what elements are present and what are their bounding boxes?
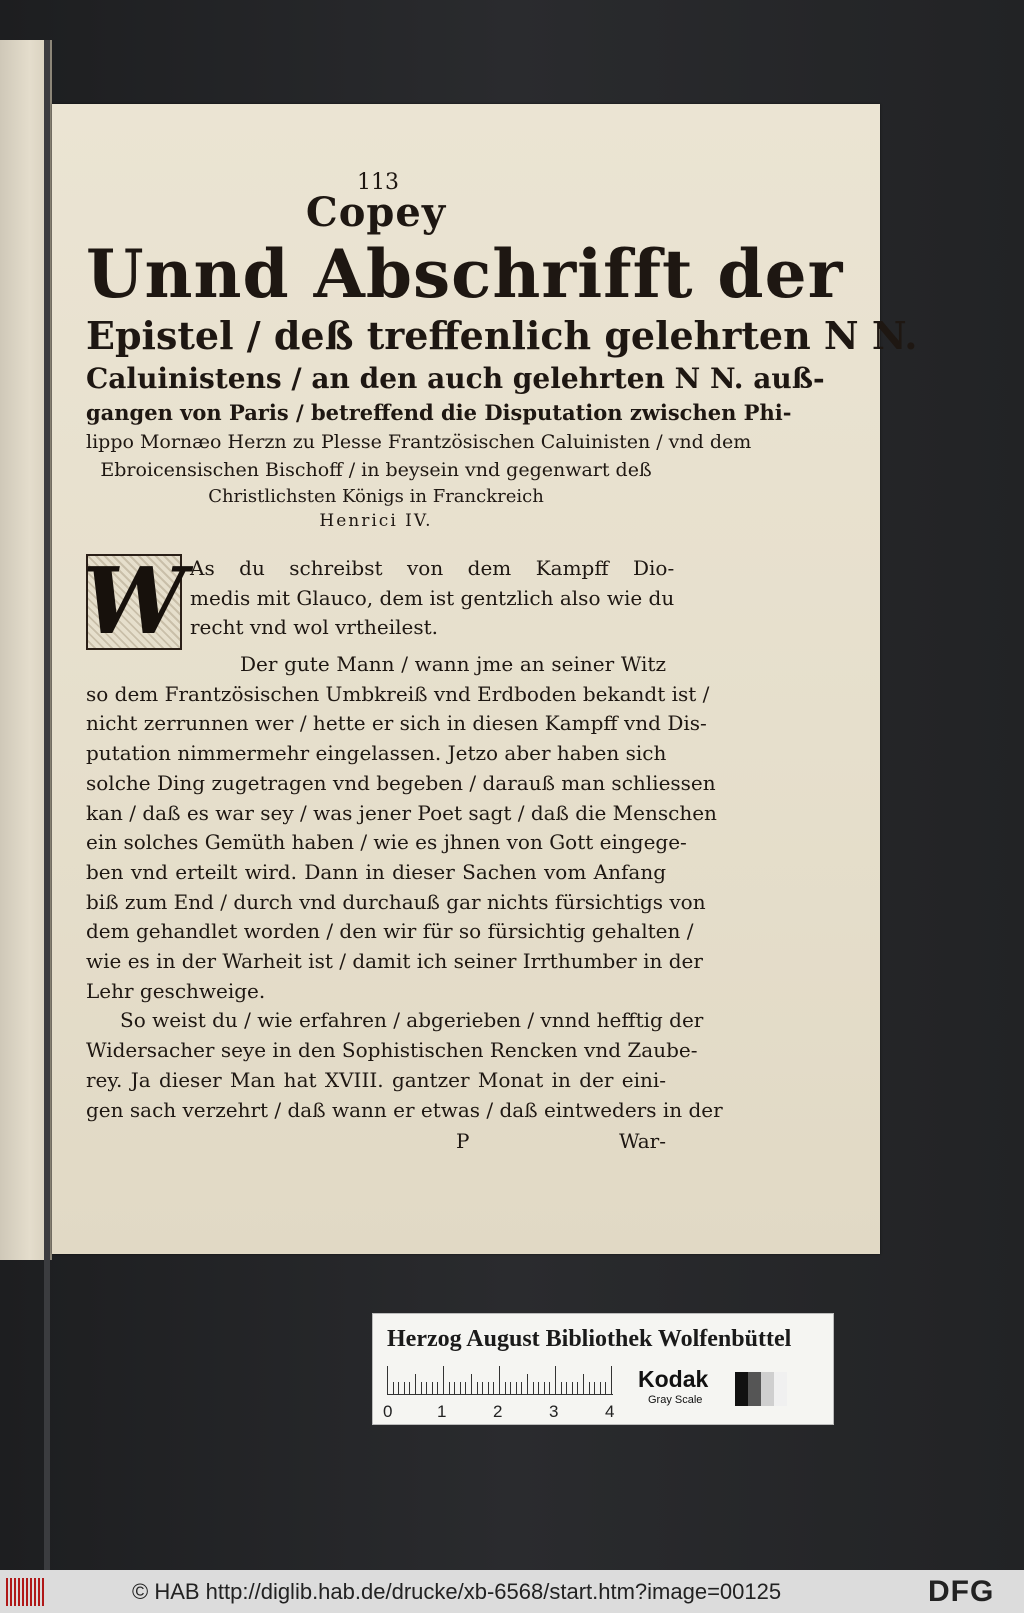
text-line: Widersacher seye in den Sophistischen Rencken vnd Zaube- <box>86 1038 698 1063</box>
ruler-tick <box>572 1382 573 1394</box>
ruler-tick <box>398 1382 399 1394</box>
gray-swatch-dark <box>748 1372 761 1406</box>
ruler-tick <box>387 1366 388 1394</box>
ruler-tick <box>471 1374 472 1394</box>
ruler-tick <box>432 1382 433 1394</box>
kodak-brand: Kodak <box>638 1366 709 1392</box>
title-line-1: Copey <box>305 189 447 236</box>
text-line: rey. Ja dieser Man hat XVIII. gantzer Monat in der eini- <box>86 1067 666 1092</box>
ruler-tick <box>555 1366 556 1394</box>
text-line: ben vnd erteilt wird. Dann in dieser Sachen vom Anfang <box>86 859 666 884</box>
ruler-tick <box>443 1366 444 1394</box>
title-line-3: Epistel / deß treffenlich gelehrten N N. <box>86 313 918 358</box>
ruler-tick <box>605 1382 606 1394</box>
ruler-number: 2 <box>493 1402 503 1421</box>
page-footer-marks <box>86 1127 666 1157</box>
text-line: As du schreibst von dem Kampff Dio- <box>190 556 675 580</box>
title-line-4: Caluinistens / an den auch gelehrten N N. auß- <box>86 362 825 395</box>
opening-lines <box>190 554 674 650</box>
footer-bar <box>0 1570 1024 1613</box>
ruler-tick <box>521 1382 522 1394</box>
ruler-tick <box>437 1382 438 1394</box>
title-line-7: Ebroicensischen Bischoff / in beysein vnd gegenwart deß <box>100 459 652 481</box>
ruler-tick <box>533 1382 534 1394</box>
text-line: putation nimmermehr eingelassen. Jetzo aber haben sich <box>86 741 667 766</box>
title-line-6: lippo Mornæo Herzn zu Plesse Frantzösischen Caluinisten / vnd dem <box>86 431 752 453</box>
ruler-number: 3 <box>549 1402 559 1421</box>
ruler-tick <box>482 1382 483 1394</box>
text-line: Der gute Mann / wann jme an seiner Witz <box>240 652 666 676</box>
ruler-tick <box>449 1382 450 1394</box>
ruler-tick <box>404 1382 405 1394</box>
dfg-logo: DFG <box>928 1575 995 1608</box>
ruler-tick <box>594 1382 595 1394</box>
gray-swatch-black <box>735 1372 748 1406</box>
text-line: medis mit Glauco, dem ist gentzlich also wie du <box>190 585 675 610</box>
ruler-tick <box>409 1382 410 1394</box>
ruler-tick <box>566 1382 567 1394</box>
title-line-5: gangen von Paris / betreffend die Disputation zwischen Phi- <box>86 400 792 425</box>
ruler-tick <box>544 1382 545 1394</box>
ruler-tick <box>589 1382 590 1394</box>
text-line: kan / daß es war sey / was jener Poet sagt / daß die Menschen <box>86 800 717 825</box>
barcode-icon <box>6 1578 46 1606</box>
text-line: gen sach verzehrt / daß wann er etwas / daß eintweders in der <box>86 1097 723 1122</box>
ruler-tick <box>561 1382 562 1394</box>
gray-swatch-white <box>774 1372 787 1406</box>
ruler-tick <box>454 1382 455 1394</box>
ruler-tick <box>415 1374 416 1394</box>
ruler-tick <box>516 1382 517 1394</box>
ruler-tick <box>465 1382 466 1394</box>
document-text <box>82 170 918 1157</box>
body-text <box>82 547 723 1157</box>
catchword: War- <box>618 1129 666 1154</box>
text-line: dem gehandlet worden / den wir für so fürsichtig gehalten / <box>86 919 694 944</box>
ruler-tick <box>460 1382 461 1394</box>
text-line: solche Ding zugetragen vnd begeben / darauß man schliessen <box>86 770 716 795</box>
ruler-tick <box>549 1382 550 1394</box>
ruler-tick <box>499 1366 500 1394</box>
text-line: wie es in der Warheit ist / damit ich seiner Irrthumber in der <box>86 949 703 974</box>
gray-scale-text: Gray Scale <box>648 1394 703 1406</box>
ruler-tick <box>527 1374 528 1394</box>
color-scale-label <box>372 1313 834 1425</box>
ruler-tick <box>510 1382 511 1394</box>
text-line: so dem Frantzösischen Umbkreiß vnd Erdboden bekandt ist / <box>86 681 710 706</box>
ruler-number: 4 <box>605 1402 615 1421</box>
text-line: recht vnd wol vrtheilest. <box>190 615 439 640</box>
ruler-tick <box>505 1382 506 1394</box>
ruler-tick <box>393 1382 394 1394</box>
book-spine <box>44 40 50 1570</box>
title-line-2: Unnd Abschrifft der <box>86 235 844 313</box>
ruler-tick <box>583 1374 584 1394</box>
folio-number: 113 <box>357 170 399 195</box>
gray-swatch-light <box>761 1372 774 1406</box>
text-line: So weist du / wie erfahren / abgerieben / vnnd hefftig der <box>120 1008 704 1033</box>
ruler-tick <box>493 1382 494 1394</box>
footer-url-link[interactable]: © HAB http://diglib.hab.de/drucke/xb-6568/start.htm?image=00125 <box>132 1579 782 1604</box>
ruler <box>387 1364 613 1395</box>
decorated-initial: W <box>82 547 186 656</box>
ruler-tick <box>488 1382 489 1394</box>
text-line: biß zum End / durch vnd durchauß gar nichts fürsichtigs von <box>86 889 706 914</box>
opening-paragraph <box>82 547 675 656</box>
ruler-tick <box>538 1382 539 1394</box>
text-line: ein solches Gemüth haben / wie es jhnen von Gott eingege- <box>86 830 687 855</box>
text-line: nicht zerrunnen wer / hette er sich in diesen Kampff vnd Dis- <box>86 711 707 736</box>
text-line: Lehr geschweige. <box>86 978 266 1003</box>
ruler-tick <box>421 1382 422 1394</box>
title-line-8: Christlichsten Königs in Franckreich <box>208 486 544 507</box>
ruler-tick <box>600 1382 601 1394</box>
ruler-number: 1 <box>437 1402 447 1421</box>
ruler-tick <box>577 1382 578 1394</box>
library-name: Herzog August Bibliothek Wolfenbüttel <box>387 1326 792 1352</box>
title-line-9: Henrici IV. <box>319 511 433 531</box>
ruler-number: 0 <box>383 1402 393 1421</box>
ruler-tick <box>426 1382 427 1394</box>
signature-mark: P <box>456 1129 470 1154</box>
ruler-tick <box>611 1366 612 1394</box>
ruler-tick <box>477 1382 478 1394</box>
